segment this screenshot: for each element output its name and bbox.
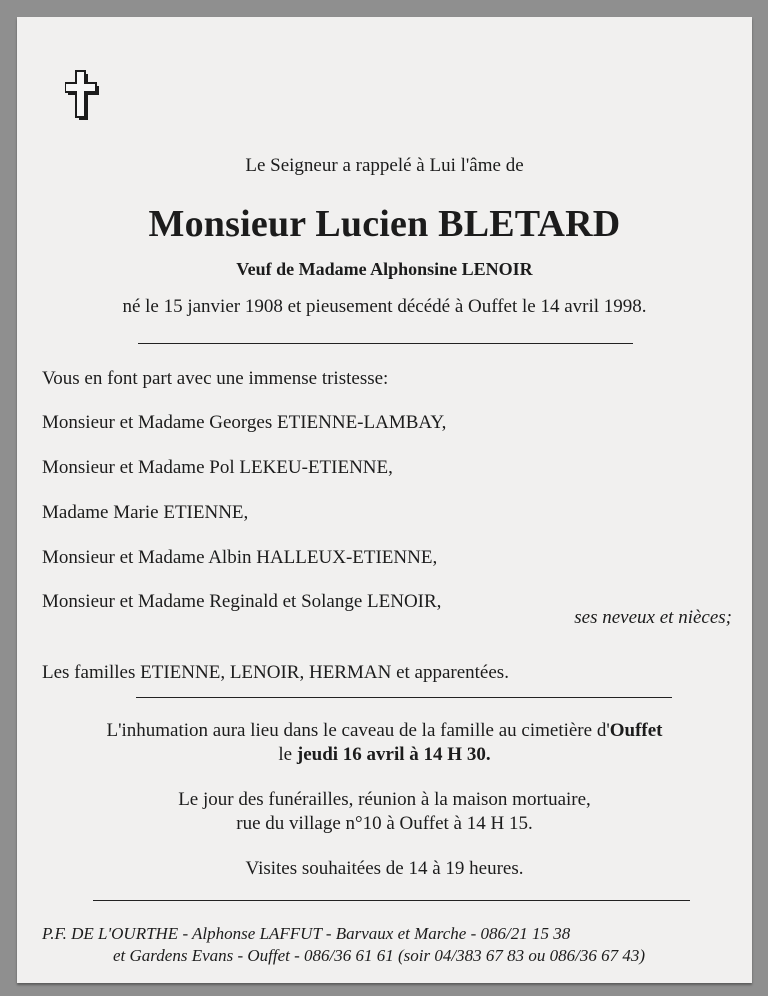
funeral-home-line-1: P.F. DE L'OURTHE - Alphonse LAFFUT - Barvaux et Marche - 086/21 15 38 xyxy=(42,924,571,943)
funeral-home-line-2: et Gardens Evans - Ouffet - 086/36 61 61 (soir 04/383 67 83 ou 086/36 67 43) xyxy=(113,946,645,965)
burial-text: L'inhumation aura lieu dans le caveau de la famille au cimetière d' xyxy=(106,720,610,741)
deceased-name: Monsieur Lucien BLETARD xyxy=(148,203,621,245)
divider xyxy=(136,697,672,698)
families-line: Les familles ETIENNE, LENOIR, HERMAN et apparentées. xyxy=(42,662,509,683)
burial-place: Ouffet xyxy=(609,720,663,741)
mourner-line: Monsieur et Madame Reginald et Solange LENOIR, xyxy=(42,591,442,612)
mourner-line: Monsieur et Madame Georges ETIENNE-LAMBAY, xyxy=(42,412,447,433)
widower-of: Veuf de Madame Alphonsine LENOIR xyxy=(236,259,533,279)
burial-line-1 xyxy=(17,720,752,742)
mourner-line: Madame Marie ETIENNE, xyxy=(42,502,249,523)
mourner-line: Monsieur et Madame Albin HALLEUX-ETIENNE, xyxy=(42,547,438,568)
divider xyxy=(93,900,690,901)
burial-line-2 xyxy=(17,744,752,766)
latin-cross-icon xyxy=(65,70,101,122)
mourners-relation: ses neveux et nièces; xyxy=(574,607,732,628)
divider xyxy=(138,343,633,344)
visits-line: Visites souhaitées de 14 à 19 heures. xyxy=(245,858,524,879)
burial-datetime: jeudi 16 avril à 14 H 30. xyxy=(296,744,491,765)
funeral-notice-card xyxy=(17,17,752,983)
birth-death-dates: né le 15 janvier 1908 et pieusement décédé à Ouffet le 14 avril 1998. xyxy=(122,296,647,317)
funeral-meeting-line-2: rue du village n°10 à Ouffet à 14 H 15. xyxy=(236,813,533,834)
announcement-intro: Vous en font part avec une immense tristesse: xyxy=(42,368,389,389)
intro-text: Le Seigneur a rappelé à Lui l'âme de xyxy=(245,155,524,176)
mourner-line: Monsieur et Madame Pol LEKEU-ETIENNE, xyxy=(42,457,393,478)
funeral-meeting-line-1: Le jour des funérailles, réunion à la maison mortuaire, xyxy=(178,789,591,810)
burial-le: le xyxy=(278,744,297,765)
